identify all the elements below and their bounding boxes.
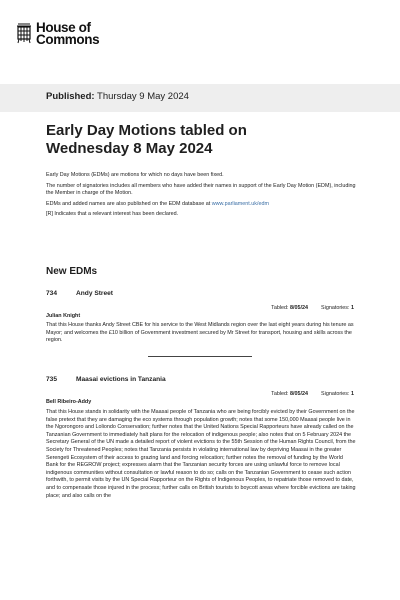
- logo-line-2: Commons: [36, 32, 100, 47]
- published-date: Thursday 9 May 2024: [97, 91, 189, 102]
- signatories-label: Signatories:: [321, 391, 350, 397]
- edm-database-link[interactable]: www.parliament.uk/edm: [211, 200, 269, 207]
- published-line: [46, 91, 189, 102]
- signatories-label: Signatories:: [321, 305, 350, 311]
- edm-title: Maasai evictions in Tanzania: [76, 376, 166, 383]
- edm-motion-text: That this House thanks Andy Street CBE for his service to the West Midlands region over the last eight years during his tenure as Mayor; and welcomes the £10 billion of Government investment secured by Mr Street for transport, housing and skills across the region.: [46, 322, 354, 344]
- edm-title: Andy Street: [76, 290, 114, 297]
- portcullis-icon: [16, 22, 32, 44]
- edm-meta: [271, 391, 354, 397]
- tabled-date: 8/05/24: [290, 305, 309, 311]
- tabled-label: Tabled:: [271, 391, 289, 397]
- intro-paragraph-3: [46, 201, 360, 209]
- edm-number: 734: [46, 290, 58, 297]
- intro-paragraph-1: Early Day Motions (EDMs) are motions for which no days have been fixed.: [46, 172, 224, 178]
- edm-number: 735: [46, 376, 58, 383]
- edm-meta: [271, 305, 354, 311]
- edm-sponsor: Bell Ribeiro-Addy: [46, 399, 92, 405]
- title-line-2: Wednesday 8 May 2024: [46, 140, 213, 157]
- title-line-1: Early Day Motions tabled on: [46, 122, 247, 139]
- edm-motion-text: That this House stands in solidarity with the Maasai people of Tanzania who are being forcibly evicted by their Government on the false pretext that they are damaging the eco systems through population growth; notes that some 150,000 Maasai people live in the Ngorongoro and Loliondo Conservation; further notes that the United Nations Special Rapporteurs have already called on the Tanzanian Government to immediately halt plans for the relocation of indigenous people; also notes that on 5 February 2024 the Secretary General of the UN made a detailed report of violent evictions to the 55th Session of the Human Rights Council, from the Society for Threatened Peoples; notes that Tanzania persists in violating international law by depriving Maasai in the greater Serengeti Ecosystem of their access to grazing land and forcing relocation; further notes the removal of funding by the World Bank for the REGROW project; expresses alarm that the Tanzanian security forces are using unlawful force to remove local indigenous communities without consultation or lawful reason to do so; calls on the Tanzanian Government to cease such action forthwith, to permit visits by the UN Special Rapporteur on the Rights of Indigenous Peoples, to repatriate those removed to date, and to compensate those injured in the process; further calls on British tourists to boycott areas where forcible evictions are taking place; and also calls on the: [46, 409, 356, 499]
- house-of-commons-logo: [16, 22, 99, 46]
- signatories-count: 1: [351, 305, 354, 311]
- intro-paragraph-4: [R] Indicates that a relevant interest has been declared.: [46, 211, 179, 217]
- intro-paragraph-2: The number of signatories includes all members who have added their names in support of the Early Day Motion (EDM), including the Member in charge of the Motion.: [46, 182, 356, 196]
- logo-text: [36, 22, 99, 46]
- tabled-date: 8/05/24: [290, 391, 309, 397]
- tabled-label: Tabled:: [271, 305, 289, 311]
- published-label: Published:: [46, 91, 95, 102]
- section-title: New EDMs: [46, 266, 98, 277]
- page-title: [46, 122, 247, 158]
- logo-line-1: House of: [36, 20, 91, 35]
- edm-heading: [46, 376, 166, 383]
- edm-heading: [46, 290, 113, 297]
- intro-text: [46, 172, 360, 222]
- divider: [148, 356, 252, 357]
- intro-p3-text: EDMs and added names are also published on the EDM database at: [46, 200, 212, 207]
- signatories-count: 1: [351, 391, 354, 397]
- edm-sponsor: Julian Knight: [46, 313, 81, 319]
